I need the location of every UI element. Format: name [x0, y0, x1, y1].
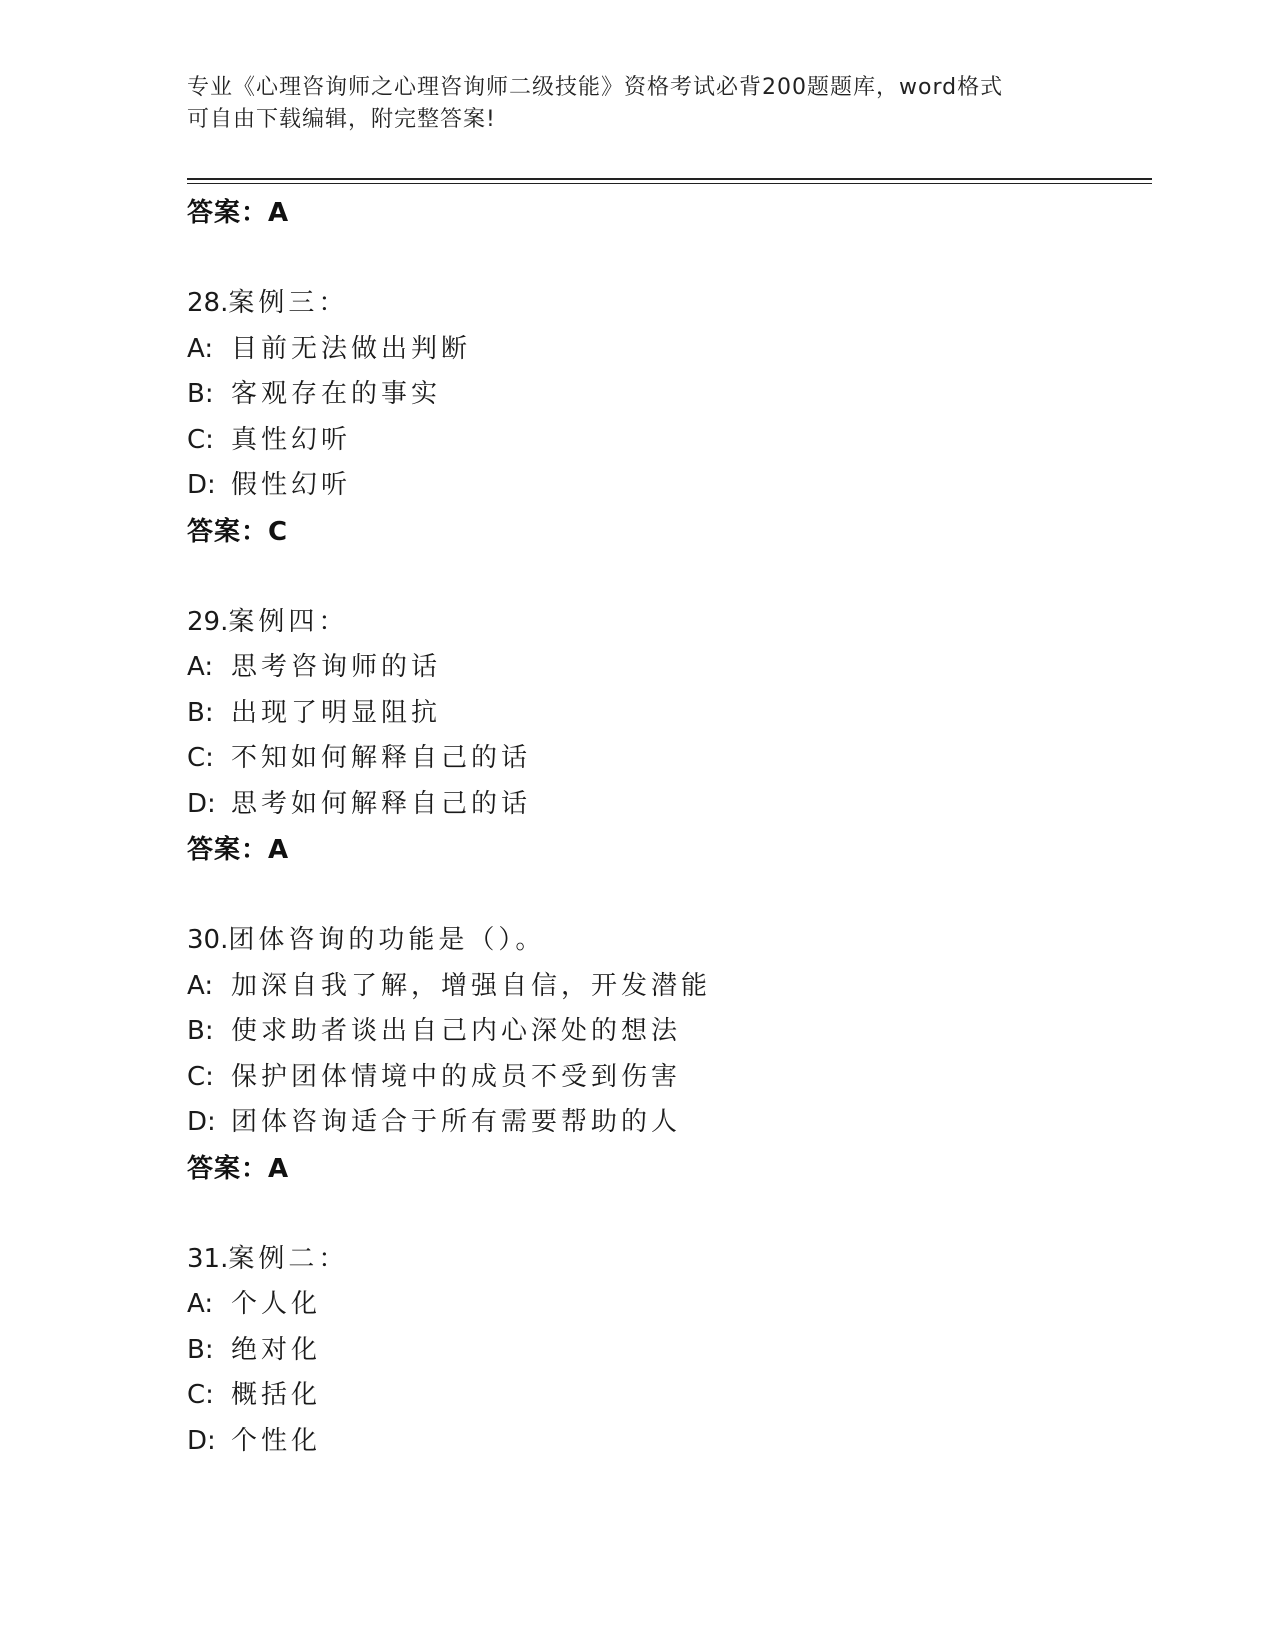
answer-value: A [268, 835, 290, 865]
question-text: 案例二： [228, 1243, 349, 1274]
option-letter: B: [187, 1334, 214, 1365]
option-text: 假性幻听 [231, 470, 352, 500]
option-letter: D: [187, 470, 216, 500]
question-spacer [187, 873, 1152, 918]
question-block [187, 281, 1152, 555]
question-spacer [187, 555, 1152, 600]
option-b [187, 1328, 1152, 1374]
option-letter: D: [187, 1107, 216, 1137]
option-a [187, 645, 1152, 691]
question-text: 团体咨询的功能是（）。 [228, 925, 546, 955]
option-text: 出现了明显阻抗 [231, 697, 442, 728]
option-b [187, 1009, 1152, 1055]
option-letter: C: [187, 1061, 214, 1092]
option-text: 个性化 [231, 1425, 322, 1456]
question-stem [187, 918, 1152, 964]
option-a [187, 1282, 1152, 1328]
header-divider-thick [187, 178, 1152, 180]
option-b [187, 372, 1152, 418]
question-text: 案例三： [228, 288, 349, 318]
option-text: 个人化 [231, 1289, 322, 1319]
header-divider-thin [187, 183, 1152, 184]
option-text: 目前无法做出判断 [231, 333, 472, 364]
option-text: 真性幻听 [231, 424, 352, 455]
option-letter: A: [187, 652, 214, 682]
question-number: 28. [187, 288, 229, 318]
answer-prefix: 答案： [187, 1153, 269, 1184]
answer-prefix: 答案： [187, 516, 269, 547]
option-b [187, 691, 1152, 737]
option-letter: C: [187, 743, 214, 773]
answer-line [187, 509, 1152, 555]
option-letter: C: [187, 424, 214, 455]
option-d [187, 782, 1152, 828]
question-block [187, 918, 1152, 1192]
option-a [187, 327, 1152, 373]
answer-value: A [268, 198, 290, 228]
option-c [187, 1055, 1152, 1101]
option-a [187, 964, 1152, 1010]
option-letter: A: [187, 970, 214, 1001]
header-title-line-1: 专业《心理咨询师之心理咨询师二级技能》资格考试必背200题题库，word格式 [187, 75, 1004, 100]
option-letter: D: [187, 788, 216, 819]
option-c [187, 418, 1152, 464]
answer-prefix: 答案： [187, 198, 269, 228]
document-header [187, 72, 1087, 136]
option-text: 概括化 [231, 1380, 322, 1410]
option-c [187, 1373, 1152, 1419]
option-d [187, 463, 1152, 509]
option-d [187, 1100, 1152, 1146]
option-text: 绝对化 [231, 1334, 322, 1365]
question-block [187, 600, 1152, 874]
answer-value: A [268, 1153, 290, 1184]
option-letter: A: [187, 1289, 214, 1319]
answer-line [187, 190, 1152, 236]
option-c [187, 736, 1152, 782]
option-letter: D: [187, 1425, 216, 1456]
option-d [187, 1419, 1152, 1465]
option-letter: C: [187, 1380, 214, 1410]
question-spacer [187, 236, 1152, 281]
answer-line [187, 1146, 1152, 1192]
question-stem [187, 600, 1152, 646]
answer-value: C [268, 516, 289, 547]
option-letter: B: [187, 697, 214, 728]
option-letter: B: [187, 1016, 214, 1046]
question-number: 30. [187, 925, 229, 955]
answer-prefix: 答案： [187, 835, 269, 865]
answer-line [187, 827, 1152, 873]
option-text: 客观存在的事实 [231, 379, 442, 409]
option-text: 不知如何解释自己的话 [231, 743, 532, 773]
option-text: 使求助者谈出自己内心深处的想法 [231, 1016, 682, 1046]
option-text: 加深自我了解，增强自信，开发潜能 [231, 970, 712, 1001]
question-text: 案例四： [228, 606, 349, 637]
option-text: 思考咨询师的话 [231, 652, 442, 682]
question-block [187, 1237, 1152, 1465]
option-text: 思考如何解释自己的话 [231, 788, 532, 819]
question-stem [187, 281, 1152, 327]
option-text: 团体咨询适合于所有需要帮助的人 [231, 1107, 682, 1137]
question-stem [187, 1237, 1152, 1283]
option-letter: A: [187, 333, 214, 364]
question-number: 31. [187, 1243, 229, 1274]
header-title-line-2: 可自由下载编辑，附完整答案! [187, 107, 496, 132]
question-number: 29. [187, 606, 229, 637]
option-text: 保护团体情境中的成员不受到伤害 [231, 1061, 682, 1092]
question-list [187, 190, 1152, 1464]
question-spacer [187, 1192, 1152, 1237]
option-letter: B: [187, 379, 214, 409]
